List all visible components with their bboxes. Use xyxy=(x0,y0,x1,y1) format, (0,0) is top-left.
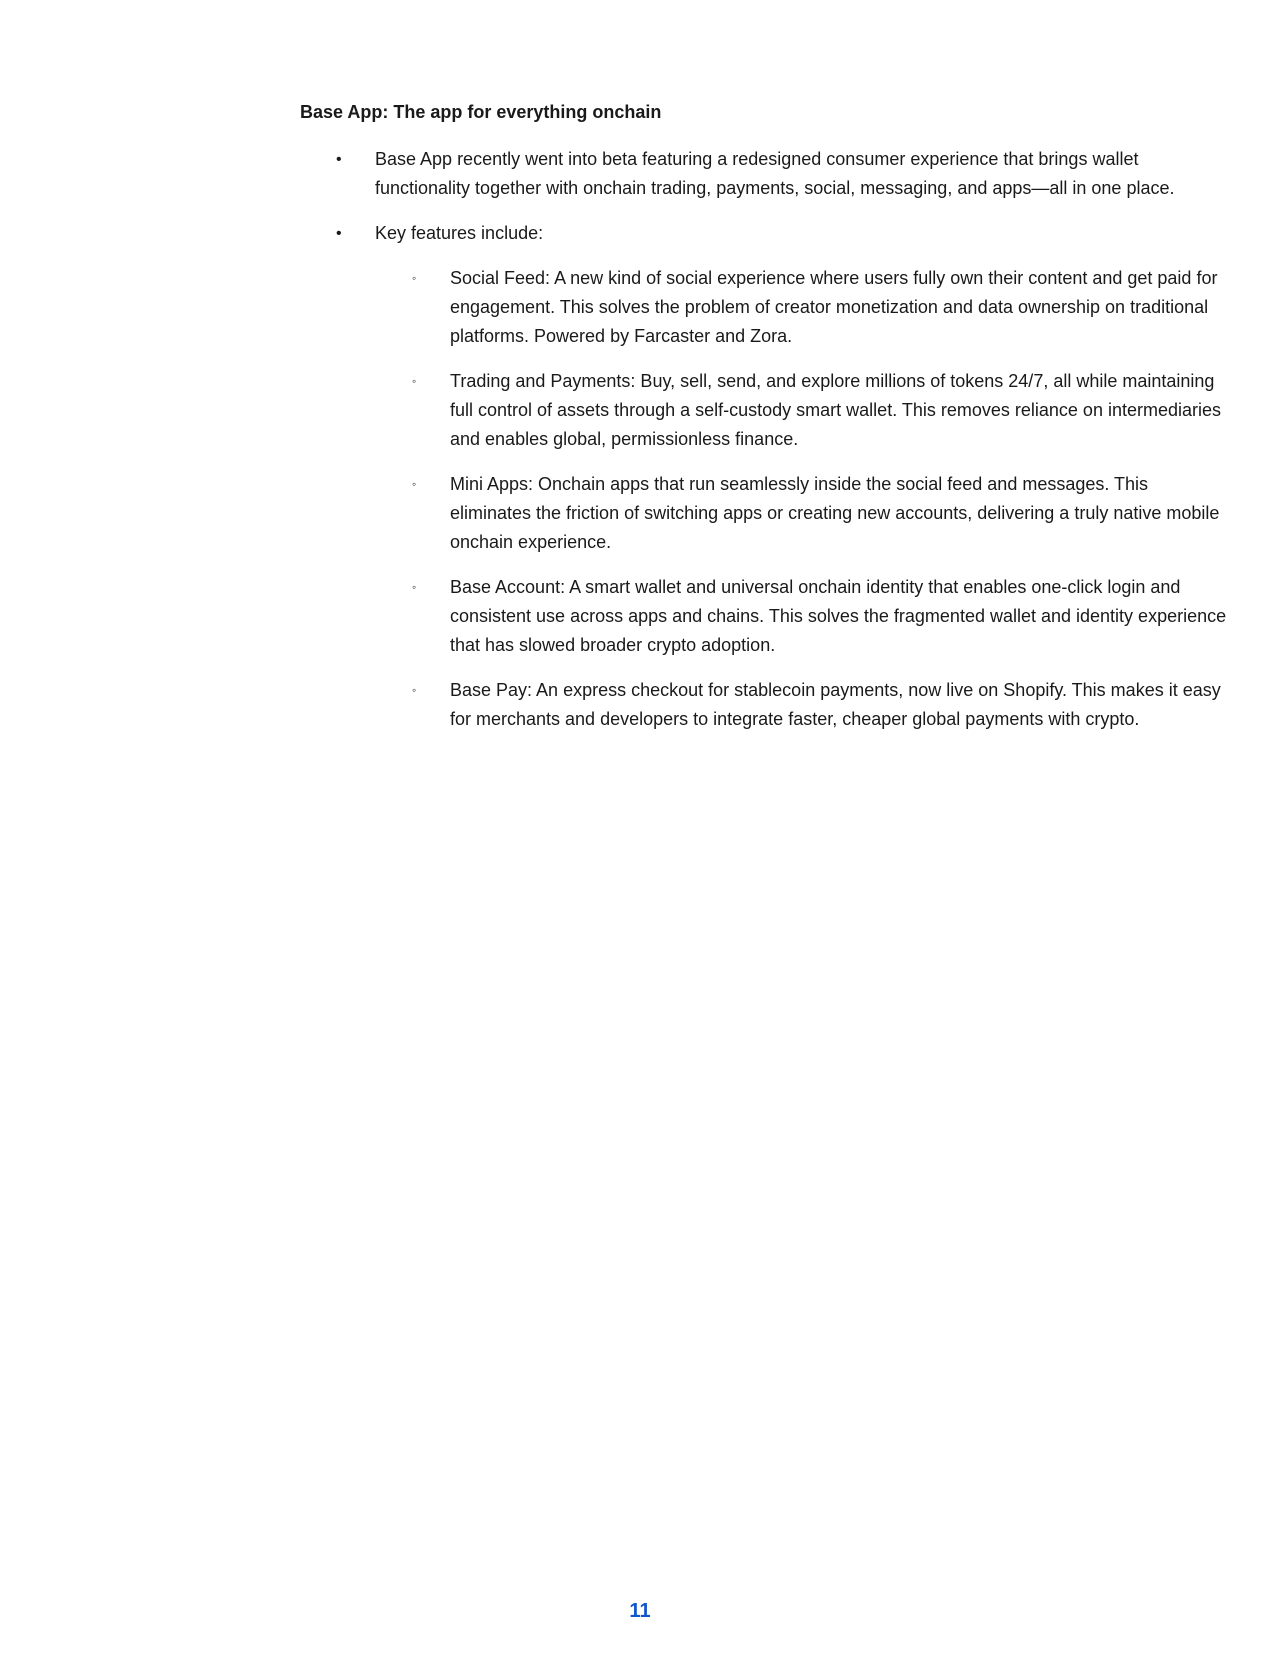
hollow-bullet-icon: ◦ xyxy=(412,580,417,594)
bullet-list xyxy=(300,145,1230,750)
sub-list-item-text: Base Account: A smart wallet and universal onchain identity that enables one-click login and consistent use across apps and chains. This solves the fragmented wallet and identity experience that has slowed broader crypto adoption. xyxy=(450,577,1227,655)
sub-list-item-base-account xyxy=(375,573,1230,660)
bullet-icon: • xyxy=(336,225,342,242)
sub-list-item-trading-payments xyxy=(375,367,1230,454)
sub-list-item-mini-apps xyxy=(375,470,1230,557)
bullet-icon: • xyxy=(336,151,342,168)
hollow-bullet-icon: ◦ xyxy=(412,374,417,388)
hollow-bullet-icon: ◦ xyxy=(412,683,417,697)
sub-list-item-text: Trading and Payments: Buy, sell, send, and explore millions of tokens 24/7, all while maintaining full control of assets through a self-custody smart wallet. This removes reliance on intermediaries and enables global, permissionless finance. xyxy=(450,371,1222,449)
page-number: 11 xyxy=(629,1600,651,1622)
list-item-text: Key features include: xyxy=(375,223,544,243)
list-item-text: Base App recently went into beta featuring a redesigned consumer experience that brings wallet functionality together with onchain trading, payments, social, messaging, and apps—all in one place. xyxy=(375,149,1175,198)
list-item xyxy=(300,145,1230,203)
sub-list-item-text: Social Feed: A new kind of social experience where users fully own their content and get paid for engagement. This solves the problem of creator monetization and data ownership on traditional platforms. Powered by Farcaster and Zora. xyxy=(450,268,1218,346)
section-heading: Base App: The app for everything onchain xyxy=(300,102,662,122)
sub-bullet-list xyxy=(375,264,1230,734)
hollow-bullet-icon: ◦ xyxy=(412,477,417,491)
list-item xyxy=(300,219,1230,734)
hollow-bullet-icon: ◦ xyxy=(412,271,417,285)
sub-list-item-text: Base Pay: An express checkout for stablecoin payments, now live on Shopify. This makes it easy for merchants and developers to integrate faster, cheaper global payments with crypto. xyxy=(450,680,1221,729)
sub-list-item-social-feed xyxy=(375,264,1230,351)
sub-list-item-base-pay xyxy=(375,676,1230,734)
sub-list-item-text: Mini Apps: Onchain apps that run seamlessly inside the social feed and messages. This eliminates the friction of switching apps or creating new accounts, delivering a truly native mobile onchain experience. xyxy=(450,474,1220,552)
